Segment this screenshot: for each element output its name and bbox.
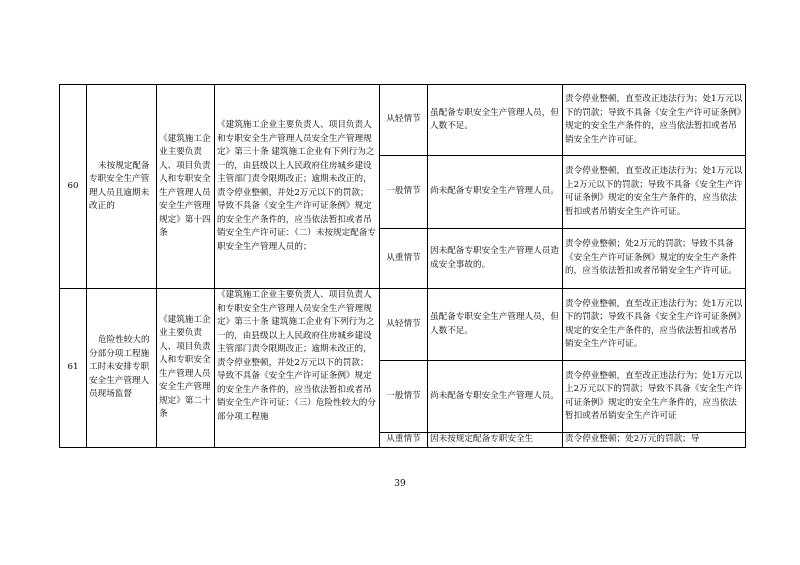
row-number: 61 — [60, 289, 87, 448]
discretion-standard: 因未按规定配备专职安全生 — [428, 433, 563, 448]
discretion-standard: 尚未配备专职安全生产管理人员。 — [428, 156, 563, 229]
penalty-basis: 《建筑施工企业主要负责人、项目负责人和专职安全生产管理人员安全生产管理规定》第三十条 建筑施工企业有下列行为之一的，由县级以上人民政府住房城乡建设主管部门责令限期改正；逾期未改正的，责令停业整顿，并处2万元以下的罚款；导致不具备《安全生产许可证条例》规定的安全生产条件的，应当依法暂扣或者吊销安全生产许可证：（三）危险性较大的分部分项工程施 — [215, 289, 380, 448]
discretion-standard: 因未配备专职安全生产管理人员造成安全事故的。 — [428, 229, 563, 289]
penalty-measure: 责令停业整顿，直至改正违法行为；处1万元以上2万元以下的罚款；导致不具备《安全生产许可证条例》规定的安全生产条件的，应当依法暂扣或者吊销安全生产许可证。 — [563, 156, 746, 229]
severity-level: 从重情节 — [380, 229, 428, 289]
severity-level: 从重情节 — [380, 433, 428, 448]
discretion-standard: 尚未配备专职安全生产管理人员。 — [428, 361, 563, 433]
row-number: 60 — [60, 85, 87, 289]
penalty-measure: 责令停业整顿，直至改正违法行为；处1万元以下的罚款；导致不具备《安全生产许可证条例》规定的安全生产条件的，应当依法暂扣或者吊销安全生产许可证。 — [563, 85, 746, 156]
penalty-measure: 责令停业整顿；处2万元的罚款；导致不具备《安全生产许可证条例》规定的安全生产条件的，应当依法暂扣或者吊销安全生产许可证。 — [563, 229, 746, 289]
penalty-measure: 责令停业整顿，直至改正违法行为；处1万元以上2万元以下的罚款；导致不具备《安全生产许可证条例》规定的安全生产条件的，应当依法暂扣或者吊销安全生产许可证 — [563, 361, 746, 433]
table-row — [60, 289, 746, 361]
penalty-measure: 责令停业整顿，直至改正违法行为；处1万元以下的罚款；导致不具备《安全生产许可证条例》规定的安全生产条件的，应当依法暂扣或者吊销安全生产许可证。 — [563, 289, 746, 361]
violation-item: 危险性较大的分部分项工程施工时未安排专职安全生产管理人员现场监督 — [87, 289, 157, 448]
severity-level: 一般情节 — [380, 156, 428, 229]
penalty-standard-table — [59, 84, 746, 448]
penalty-basis: 《建筑施工企业主要负责人、项目负责人和专职安全生产管理人员安全生产管理规定》第三十条 建筑施工企业有下列行为之一的，由县级以上人民政府住房城乡建设主管部门责令限期改正；逾期未改正的，责令停业整顿，并处2万元以下的罚款；导致不具备《安全生产许可证条例》规定的安全生产条件的，应当依法暂扣或者吊销安全生产许可证：（二）未按规定配备专职安全生产管理人员的； — [215, 85, 380, 289]
violation-item: 未按规定配备专职安全生产管理人员且逾期未改正的 — [87, 85, 157, 289]
table-row — [60, 85, 746, 156]
discretion-standard: 虽配备专职安全生产管理人员，但人数不足。 — [428, 289, 563, 361]
penalty-measure: 责令停业整顿；处2万元的罚款；导 — [563, 433, 746, 448]
page-number: 39 — [394, 479, 406, 489]
severity-level: 从轻情节 — [380, 85, 428, 156]
discretion-standard: 虽配备专职安全生产管理人员，但人数不足。 — [428, 85, 563, 156]
legal-provision: 《建筑施工企业主要负责人、项目负责人和专职安全生产管理人员安全生产管理规定》第十四条 — [157, 85, 215, 289]
severity-level: 从轻情节 — [380, 289, 428, 361]
severity-level: 一般情节 — [380, 361, 428, 433]
legal-provision: 《建筑施工企业主要负责人、项目负责人和专职安全生产管理人员安全生产管理规定》第二十条 — [157, 289, 215, 448]
